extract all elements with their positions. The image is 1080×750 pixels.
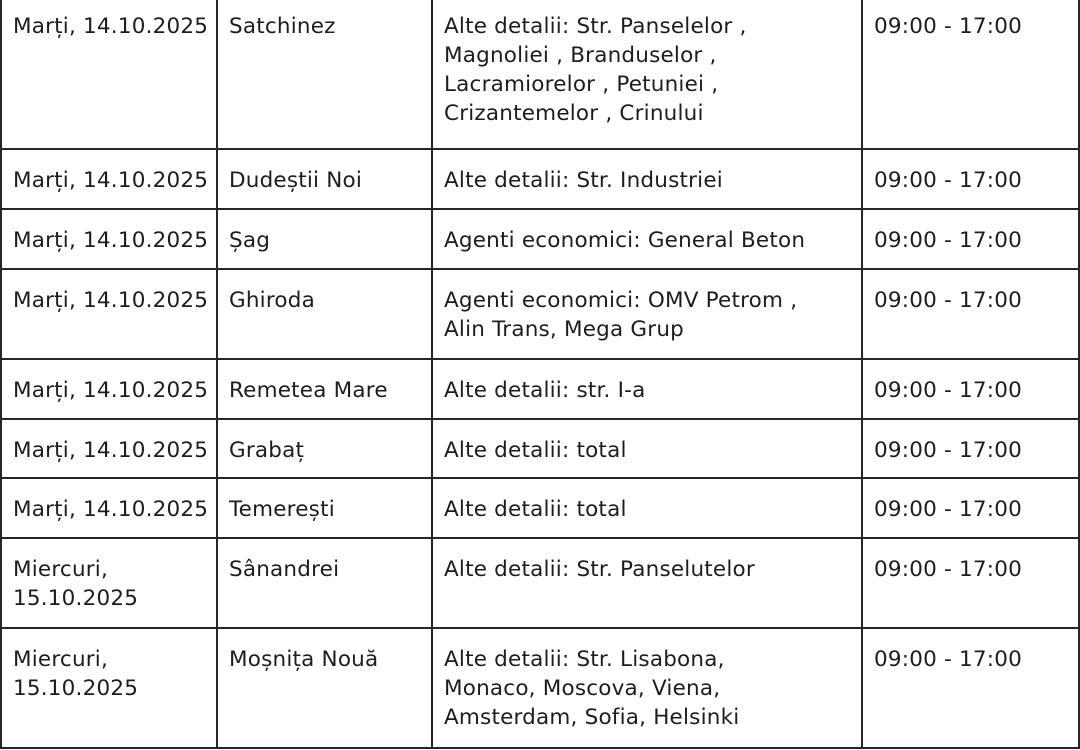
interval-cell (862, 538, 1079, 628)
date-line: Marți, 14.10.2025 (13, 14, 209, 39)
table-row (1, 478, 1079, 538)
details-cell (432, 419, 862, 478)
date-line: Marți, 14.10.2025 (13, 497, 209, 522)
locality-name: Ghiroda (229, 288, 316, 313)
date-cell (1, 628, 217, 748)
time-interval: 09:00 - 17:00 (874, 378, 1022, 403)
date-line: Marți, 14.10.2025 (13, 288, 209, 313)
table-row (1, 269, 1079, 359)
date-line: Miercuri, (13, 647, 109, 672)
details-cell (432, 0, 862, 149)
table-row (1, 419, 1079, 478)
table-row (1, 209, 1079, 269)
details-line: Crizantemelor , Crinului (444, 101, 704, 126)
date-cell (1, 149, 217, 209)
locality-name: Remetea Mare (229, 378, 388, 403)
interval-cell (862, 149, 1079, 209)
date-cell (1, 478, 217, 538)
locality-cell (217, 149, 432, 209)
locality-name: Moșnița Nouă (229, 647, 379, 672)
interval-cell (862, 628, 1079, 748)
time-interval: 09:00 - 17:00 (874, 557, 1022, 582)
date-cell (1, 0, 217, 149)
date-line: Marți, 14.10.2025 (13, 228, 209, 253)
table-row (1, 359, 1079, 419)
time-interval: 09:00 - 17:00 (874, 14, 1022, 39)
details-line: Agenti economici: OMV Petrom , (444, 288, 798, 313)
date-cell (1, 538, 217, 628)
details-line: Alte detalii: total (444, 497, 627, 522)
date-line: 15.10.2025 (13, 676, 139, 701)
date-line: Miercuri, (13, 557, 109, 582)
details-line: Alte detalii: total (444, 438, 627, 463)
interval-cell (862, 0, 1079, 149)
time-interval: 09:00 - 17:00 (874, 288, 1022, 313)
details-line: Alte detalii: Str. Panselelor , (444, 14, 747, 39)
locality-cell (217, 269, 432, 359)
details-cell (432, 538, 862, 628)
details-line: Lacramiorelor , Petuniei , (444, 72, 719, 97)
date-cell (1, 359, 217, 419)
time-interval: 09:00 - 17:00 (874, 497, 1022, 522)
date-line: Marți, 14.10.2025 (13, 168, 209, 193)
time-interval: 09:00 - 17:00 (874, 438, 1022, 463)
details-cell (432, 149, 862, 209)
date-line: 15.10.2025 (13, 586, 139, 611)
interval-cell (862, 359, 1079, 419)
details-cell (432, 209, 862, 269)
table-row (1, 149, 1079, 209)
date-cell (1, 269, 217, 359)
interval-cell (862, 209, 1079, 269)
locality-name: Temerești (229, 497, 335, 522)
details-line: Amsterdam, Sofia, Helsinki (444, 705, 740, 730)
schedule-body (1, 0, 1079, 748)
date-cell (1, 209, 217, 269)
locality-cell (217, 478, 432, 538)
locality-name: Sânandrei (229, 557, 340, 582)
table-row (1, 0, 1079, 149)
details-line: Alte detalii: Str. Panselutelor (444, 557, 755, 582)
table-row (1, 538, 1079, 628)
details-line: Magnoliei , Branduselor , (444, 43, 717, 68)
time-interval: 09:00 - 17:00 (874, 168, 1022, 193)
details-line: Alte detalii: str. I-a (444, 378, 646, 403)
time-interval: 09:00 - 17:00 (874, 647, 1022, 672)
locality-cell (217, 209, 432, 269)
details-line: Alin Trans, Mega Grup (444, 317, 685, 342)
details-cell (432, 269, 862, 359)
date-cell (1, 419, 217, 478)
details-line: Agenti economici: General Beton (444, 228, 806, 253)
details-cell (432, 359, 862, 419)
date-line: Marți, 14.10.2025 (13, 438, 209, 463)
table-row (1, 628, 1079, 748)
time-interval: 09:00 - 17:00 (874, 228, 1022, 253)
locality-cell (217, 628, 432, 748)
locality-name: Grabaț (229, 438, 305, 463)
locality-cell (217, 0, 432, 149)
locality-name: Dudeștii Noi (229, 168, 363, 193)
details-line: Alte detalii: Str. Industriei (444, 168, 723, 193)
locality-cell (217, 419, 432, 478)
details-cell (432, 478, 862, 538)
interval-cell (862, 478, 1079, 538)
details-cell (432, 628, 862, 748)
interval-cell (862, 419, 1079, 478)
locality-cell (217, 359, 432, 419)
locality-cell (217, 538, 432, 628)
details-line: Alte detalii: Str. Lisabona, (444, 647, 725, 672)
locality-name: Satchinez (229, 14, 336, 39)
interval-cell (862, 269, 1079, 359)
date-line: Marți, 14.10.2025 (13, 378, 209, 403)
details-line: Monaco, Moscova, Viena, (444, 676, 721, 701)
locality-name: Șag (229, 228, 271, 253)
